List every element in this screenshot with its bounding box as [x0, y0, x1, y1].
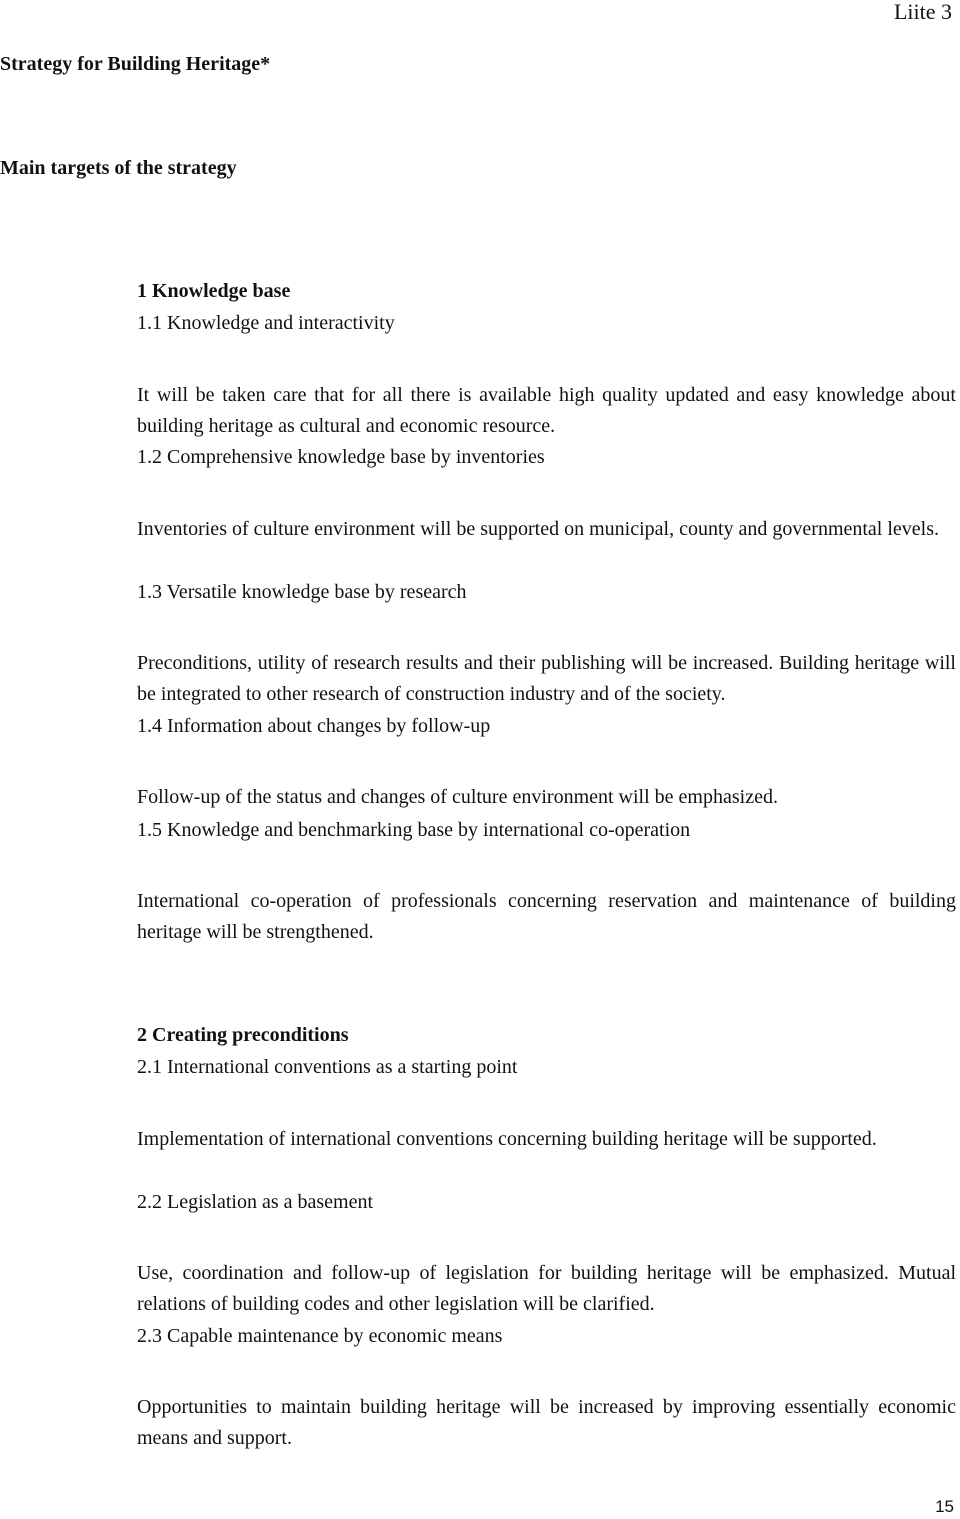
subsection-text-2-1: Implementation of international conventions concerning building heritage will be supported.: [137, 1128, 877, 1150]
subsection-title-1-3: 1.3 Versatile knowledge base by research: [137, 581, 467, 603]
section-title-creating-preconditions: 2 Creating preconditions: [137, 1024, 349, 1046]
subsection-text-2-2: Use, coordination and follow-up of legislation for building heritage will be emphasized. Mutual relations of building codes and other legislation will be clarified.: [137, 1262, 956, 1315]
page-number: 15: [935, 1497, 954, 1516]
subsection-text-1-5: International co-operation of professionals concerning reservation and maintenance of building heritage will be strengthened.: [137, 890, 956, 943]
subsection-title-2-1: 2.1 International conventions as a starting point: [137, 1056, 518, 1078]
subsection-text-1-3: Preconditions, utility of research results and their publishing will be increased. Building heritage will be integrated to other research of construction industry and of the society.: [137, 652, 956, 705]
subsection-text-2-3: Opportunities to maintain building heritage will be increased by improving essentially economic means and support.: [137, 1396, 956, 1449]
subsection-title-1-1: 1.1 Knowledge and interactivity: [137, 312, 395, 334]
subsection-text-1-1: It will be taken care that for all there is available high quality updated and easy knowledge about building heritage as cultural and economic resource.: [137, 384, 956, 437]
subsection-title-1-2: 1.2 Comprehensive knowledge base by inventories: [137, 446, 545, 468]
main-targets-heading: Main targets of the strategy: [0, 157, 237, 179]
document-title: Strategy for Building Heritage*: [0, 53, 271, 75]
subsection-title-1-5: 1.5 Knowledge and benchmarking base by international co-operation: [137, 819, 691, 841]
section-title-knowledge-base: 1 Knowledge base: [137, 280, 291, 302]
annex-label: Liite 3: [893, 0, 952, 24]
subsection-title-2-3: 2.3 Capable maintenance by economic means: [137, 1325, 503, 1347]
subsection-title-2-2: 2.2 Legislation as a basement: [137, 1191, 374, 1213]
subsection-text-1-2: Inventories of culture environment will be supported on municipal, county and governmental levels.: [137, 518, 940, 540]
subsection-title-1-4: 1.4 Information about changes by follow-up: [137, 715, 491, 737]
subsection-text-1-4: Follow-up of the status and changes of culture environment will be emphasized.: [137, 786, 778, 808]
